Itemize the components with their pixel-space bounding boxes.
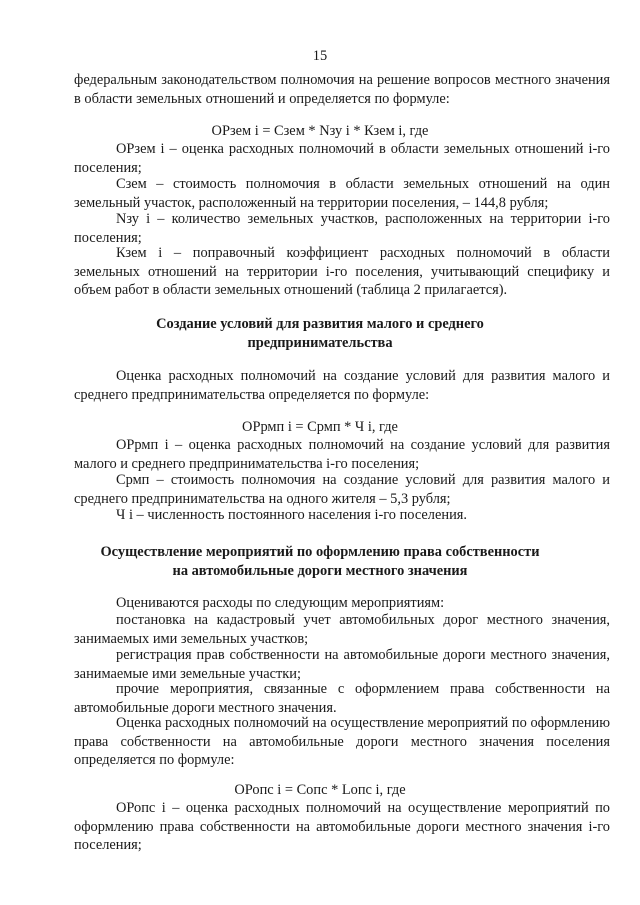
definition-oropс: ОРопс i – оценка расходных полномочий на осуществление мероприятий по оформлению права собственности на автомобильные дороги местного значения i-го поселения; — [74, 800, 610, 854]
definition-szem: Сзем – стоимость полномочия в области земельных отношений на один земельный участок, расположенный на территории поселения, – 144,8 рубля; — [74, 176, 610, 211]
heading-line: на автомобильные дороги местного значения — [172, 562, 468, 579]
definition-orzem: ОРзем i – оценка расходных полномочий в области земельных отношений i-го поселения; — [74, 141, 610, 176]
page-number: 15 — [312, 48, 328, 64]
definition-nzu: Nзу i – количество земельных участков, расположенных на территории i-го поселения; — [74, 211, 610, 246]
heading-line: предпринимательства — [247, 334, 393, 351]
measure-other: прочие мероприятия, связанные с оформлением права собственности на автомобильные дороги местного значения. — [74, 681, 610, 716]
measure-registration: регистрация прав собственности на автомобильные дороги местного значения, занимаемые ими земельные участки; — [74, 647, 610, 682]
definition-kzem: Кзем i – поправочный коэффициент расходных полномочий в области земельных отношений на территории i-го поселения, учитывающий специфику и объем работ в области земельных отношений (таблица 2 прилагается). — [74, 245, 610, 299]
measures-intro: Оцениваются расходы по следующим мероприятиям: — [116, 595, 445, 611]
definition-srmp: Срмп – стоимость полномочия на создание условий для развития малого и среднего предпринимательства на одного жителя – 5,3 рубля; — [74, 472, 610, 507]
section-heading-roads-ownership — [0, 543, 640, 580]
section-heading-small-business — [0, 315, 640, 352]
small-business-paragraph: Оценка расходных полномочий на создание условий для развития малого и среднего предпринимательства определяется по формуле: — [74, 368, 610, 403]
formula-roads-ownership: ОРопс i = Сопс * Lопс i, где — [234, 782, 406, 798]
measure-cadastral: постановка на кадастровый учет автомобильных дорог местного значения, занимаемых ими земельных участков; — [74, 612, 610, 647]
intro-paragraph: федеральным законодательством полномочия на решение вопросов местного значения в области земельных отношений и определяется по формуле: — [74, 72, 610, 107]
heading-line: Создание условий для развития малого и среднего — [156, 316, 484, 332]
definition-orrmp: ОРрмп i – оценка расходных полномочий на создание условий для развития малого и среднего предпринимательства i-го поселения; — [74, 437, 610, 472]
heading-line: Осуществление мероприятий по оформлению права собственности — [100, 544, 540, 560]
formula-small-business: ОРрмп i = Срмп * Ч i, где — [242, 419, 398, 435]
definition-population: Ч i – численность постоянного населения i-го поселения. — [116, 507, 467, 523]
formula-land: ОРзем i = Сзем * Nзу i * Кзем i, где — [211, 123, 429, 139]
roads-ownership-paragraph: Оценка расходных полномочий на осуществление мероприятий по оформлению права собственности на автомобильные дороги местного значения поселения определяется по формуле: — [74, 715, 610, 769]
